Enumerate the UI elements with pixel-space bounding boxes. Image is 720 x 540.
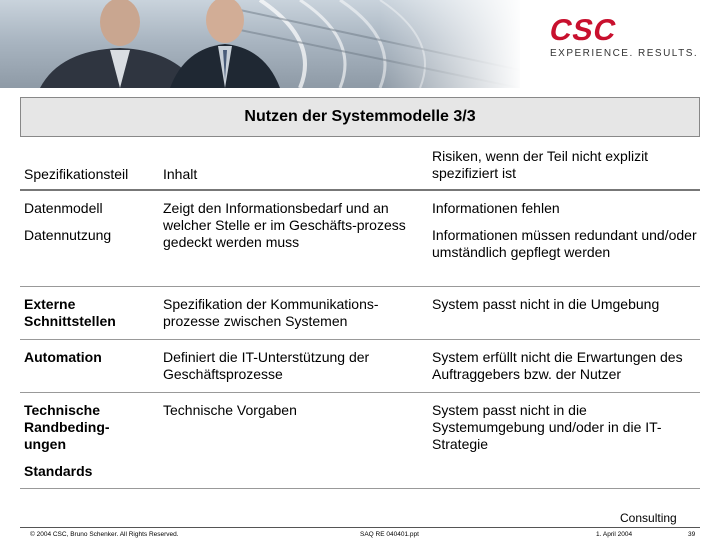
header-banner bbox=[0, 0, 720, 88]
footer-filename: SAQ RE 040401.ppt bbox=[360, 531, 419, 538]
row-risk-automation: System erfüllt nicht die Erwartungen des Auftraggebers bzw. der Nutzer bbox=[432, 349, 683, 382]
row-divider bbox=[20, 392, 700, 393]
table-bottom-divider bbox=[20, 488, 700, 489]
row-content-automation: Definiert die IT-Unterstützung der Geschäftsprozesse bbox=[163, 349, 370, 382]
row-part-automation: Automation bbox=[24, 349, 102, 365]
header-photo bbox=[0, 0, 520, 88]
row-part-datenmodell: Datenmodell bbox=[24, 200, 103, 216]
row-part-datennutzung: Datennutzung bbox=[24, 227, 112, 243]
csc-logo bbox=[548, 14, 708, 64]
header-divider bbox=[20, 189, 700, 191]
row-risk-externe-schnittstellen: System passt nicht in die Umgebung bbox=[432, 296, 660, 312]
footer-copyright: © 2004 CSC, Bruno Schenker. All Rights Reserved. bbox=[30, 531, 179, 538]
photo-fade bbox=[380, 0, 520, 88]
footer-page-number: 39 bbox=[688, 531, 696, 538]
footer-divider bbox=[20, 527, 700, 528]
logo-mark: CSC bbox=[546, 14, 620, 47]
logo-tagline: EXPERIENCE. RESULTS. bbox=[550, 48, 699, 59]
footer-consulting: Consulting bbox=[620, 511, 677, 525]
row-content-datenmodell: Zeigt den Informationsbedarf und an welcher Stelle er im Geschäfts-prozess gedeckt werden muss bbox=[163, 200, 406, 250]
col-header-risk: Risiken, wenn der Teil nicht explizit spezifiziert ist bbox=[432, 148, 649, 181]
col-header-part: Spezifikationsteil bbox=[24, 166, 129, 182]
row-content-externe-schnittstellen: Spezifikation der Kommunikations-prozesse zwischen Systemen bbox=[163, 296, 379, 329]
row-risk-datenmodell: Informationen fehlen bbox=[432, 200, 560, 216]
title-box bbox=[20, 97, 700, 137]
row-risk-datennutzung: Informationen müssen redundant und/oder umständlich gepflegt werden bbox=[432, 227, 697, 260]
row-divider bbox=[20, 339, 700, 340]
row-part-technische-randbedingungen: Technische Randbeding-ungen bbox=[24, 402, 110, 452]
slide-title: Nutzen der Systemmodelle 3/3 bbox=[244, 108, 476, 125]
col-header-content: Inhalt bbox=[163, 166, 198, 182]
row-part-standards: Standards bbox=[24, 463, 93, 479]
row-content-technische-randbedingungen: Technische Vorgaben bbox=[163, 402, 297, 418]
row-divider bbox=[20, 286, 700, 287]
row-part-externe-schnittstellen: Externe Schnittstellen bbox=[24, 296, 116, 329]
footer-date: 1. April 2004 bbox=[596, 531, 633, 538]
row-risk-technische-randbedingungen: System passt nicht in die Systemumgebung und/oder in die IT-Strategie bbox=[432, 402, 662, 452]
